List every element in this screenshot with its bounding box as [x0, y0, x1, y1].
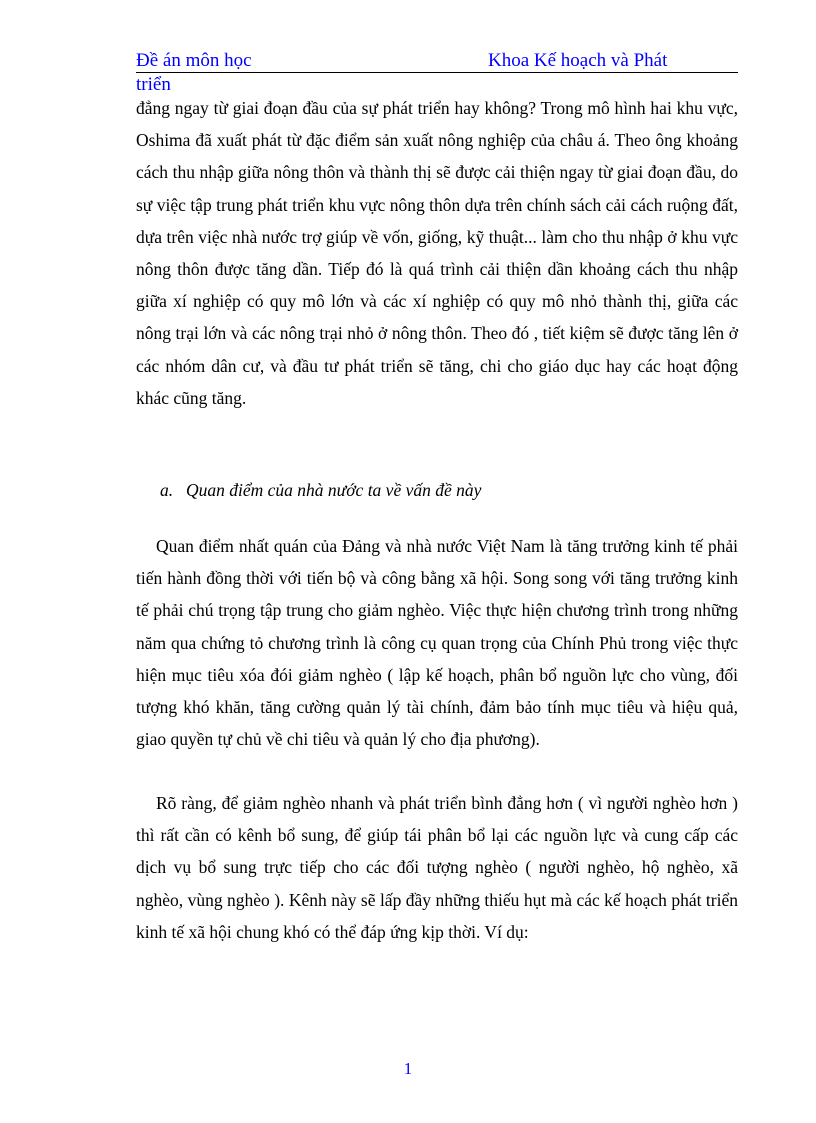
page-number: 1 [403, 1059, 413, 1078]
section-heading [160, 478, 481, 502]
section-heading-text: Quan điểm của nhà nước ta về vấn đề này [186, 480, 482, 500]
header-faculty-name: Khoa Kế hoạch và Phát [488, 50, 668, 71]
section-heading-letter: a. [160, 480, 174, 500]
body-paragraph-3: Rõ ràng, để giảm nghèo nhanh và phát triển bình đẳng hơn ( vì người nghèo hơn ) thì rất cần có kênh bổ sung, để giúp tái phân bổ lại các nguồn lực và cung cấp các dịch vụ bổ sung trực tiếp cho các đối tượng nghèo ( người nghèo, hộ nghèo, xã nghèo, vùng nghèo ). Kênh này sẽ lấp đầy những thiếu hụt mà các kế hoạch phát triển kinh tế xã hội chung khó có thể đáp ứng kịp thời. Ví dụ: [136, 793, 738, 942]
header-course-title: Đề án môn học [136, 50, 252, 71]
body-paragraph-2: Quan điểm nhất quán của Đảng và nhà nước Việt Nam là tăng trưởng kinh tế phải tiến hành đồng thời với tiến bộ và công bằng xã hội. Song song với tăng trưởng kinh tế phải chú trọng tập trung cho giảm nghèo. Việc thực hiện chương trình trong những năm qua chứng tỏ chương trình là công cụ quan trọng của Chính Phủ trong việc thực hiện mục tiêu xóa đói giảm nghèo ( lập kế hoạch, phân bổ nguồn lực cho vùng, đối tượng khó khăn, tăng cường quản lý tài chính, đảm bảo tính mục tiêu và hiệu quả, giao quyền tự chủ về chi tiêu và quản lý cho địa phương). [136, 536, 738, 750]
body-paragraph-1: đẳng ngay từ giai đoạn đầu của sự phát triển hay không? Trong mô hình hai khu vực, Oshima đã xuất phát từ đặc điểm sản xuất nông nghiệp của châu á. Theo ông khoảng cách thu nhập giữa nông thôn và thành thị sẽ được cải thiện ngay từ giai đoạn đầu, do sự việc tập trung phát triển khu vực nông thôn dựa trên chính sách cải cách ruộng đất, dựa trên việc nhà nước trợ giúp về vốn, giống, kỹ thuật... làm cho thu nhập ở khu vực nông thôn được tăng dần. Tiếp đó là quá trình cải thiện dần khoảng cách thu nhập giữa xí nghiệp có quy mô lớn và các xí nghiệp có quy mô nhỏ thành thị, giữa các nông trại lớn và các nông trại nhỏ ở nông thôn. Theo đó , tiết kiệm sẽ được tăng lên ở các nhóm dân cư, và đầu tư phát triển sẽ tăng, chi cho giáo dục hay các hoạt động khác cũng tăng. [136, 98, 738, 408]
header-faculty-name-continuation: triển [136, 74, 171, 95]
page-header [136, 50, 738, 73]
